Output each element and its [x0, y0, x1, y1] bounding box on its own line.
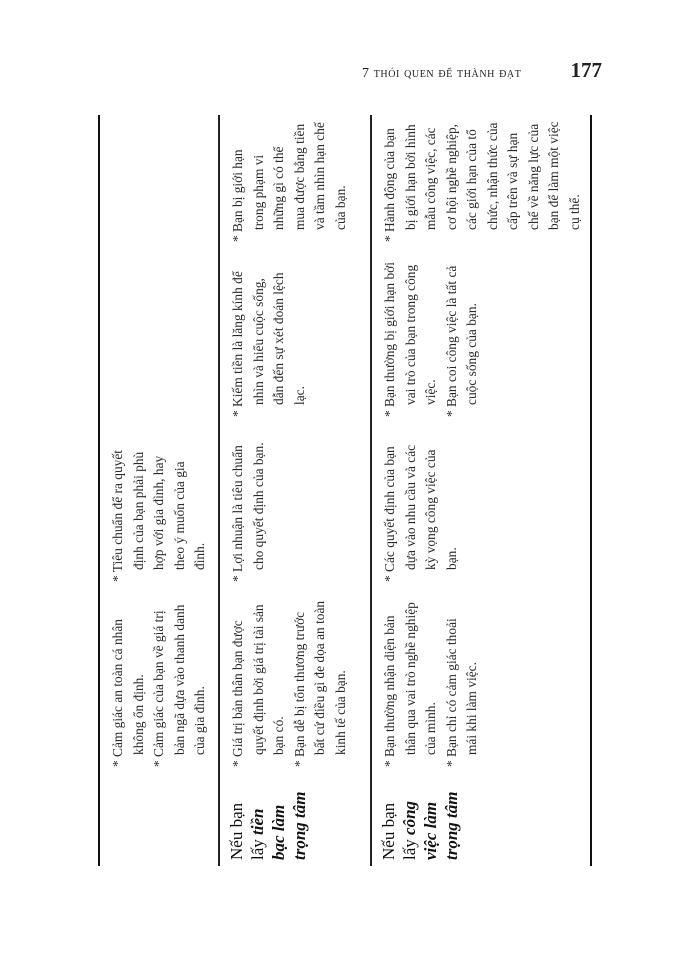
table-cell — [100, 590, 218, 775]
table-row-money — [220, 115, 370, 866]
table-cell — [220, 425, 370, 590]
bullet-text: * Cảm giác an toàn cá nhân không ổn định. — [110, 619, 146, 767]
table-cell — [100, 115, 218, 250]
book-title: 7 thói quen để thành đạt — [362, 66, 522, 81]
table-cell — [372, 250, 590, 425]
bullet-text: * Bạn coi công việc là tất cả cuộc sống của bạn. — [443, 265, 479, 417]
table-cell — [372, 425, 590, 590]
row-header — [220, 775, 370, 866]
bullet-text: * Cảm giác của bạn về giá trị bản ngã dựa vào thanh danh của gia đình. — [151, 604, 207, 767]
table-cell — [220, 590, 370, 775]
table-row-work — [372, 115, 590, 866]
bullet-text: * Bạn thường nhận diện bản thân qua vai trò nghề nghiệp của mình. — [382, 602, 438, 767]
rotated-table — [98, 115, 592, 866]
table-cell — [220, 115, 370, 250]
row-header — [372, 775, 590, 866]
table-row-family — [100, 115, 218, 866]
row-header-text: Nếu bạn lấy — [379, 802, 419, 860]
bullet-text: * Giá trị bản thân bạn được quyết định bởi giá trị tài sản bạn có. — [230, 604, 286, 767]
running-head — [362, 58, 602, 88]
bullet-text: * Bạn bị giới hạn trong phạm vi những gì có thể mua được bằng tiền và tầm nhìn hạn chế của bạn. — [230, 122, 348, 242]
bullet-text: * Kiếm tiền là lăng kính để nhìn và hiểu cuộc sống, dẫn đến sự xét đoán lệch lạc. — [230, 271, 307, 417]
table-cell — [100, 425, 218, 590]
page-number: 177 — [570, 58, 602, 82]
table-cell — [220, 250, 370, 425]
bullet-text: * Bạn chỉ có cảm giác thoải mái khi làm việc. — [443, 618, 479, 767]
table-cell — [372, 115, 590, 250]
bullet-text: * Tiêu chuẩn để ra quyết định của bạn phải phù hợp với gia đình, hay theo ý muốn của gia đình. — [110, 449, 207, 582]
bullet-text: * Bạn thường bị giới hạn bởi vai trò của bạn trong công việc. — [382, 262, 438, 417]
center-comparison-table — [98, 115, 592, 866]
table-cell — [372, 590, 590, 775]
bullet-text: * Bạn dễ bị tổn thương trước bất cứ điều gì đe dọa an toàn kinh tế của bạn. — [291, 600, 348, 767]
row-header-text: Nếu bạn lấy — [227, 802, 267, 860]
row-header — [100, 775, 218, 866]
table-cell — [100, 250, 218, 425]
bullet-text: * Các quyết định của bạn dựa vào nhu cầu và các kỳ vọng công việc của bạn. — [382, 444, 459, 582]
bullet-text: * Hành động của bạn bị giới hạn bởi hình mẫu công việc, các cơ hội nghề nghiệp, các giới hạn của tổ chức, nhận thức của cấp trên và sự hạn chế về năng lực của bạn để làm một việc cụ thể. — [382, 121, 582, 242]
row-header-emphasis: tiền bạc làm trọng tâm — [248, 791, 309, 860]
row-header-emphasis: công việc làm trọng tâm — [400, 791, 461, 860]
bullet-text: * Lợi nhuận là tiêu chuẩn cho quyết định của bạn. — [230, 442, 266, 582]
table-bottom-rule — [590, 115, 592, 866]
